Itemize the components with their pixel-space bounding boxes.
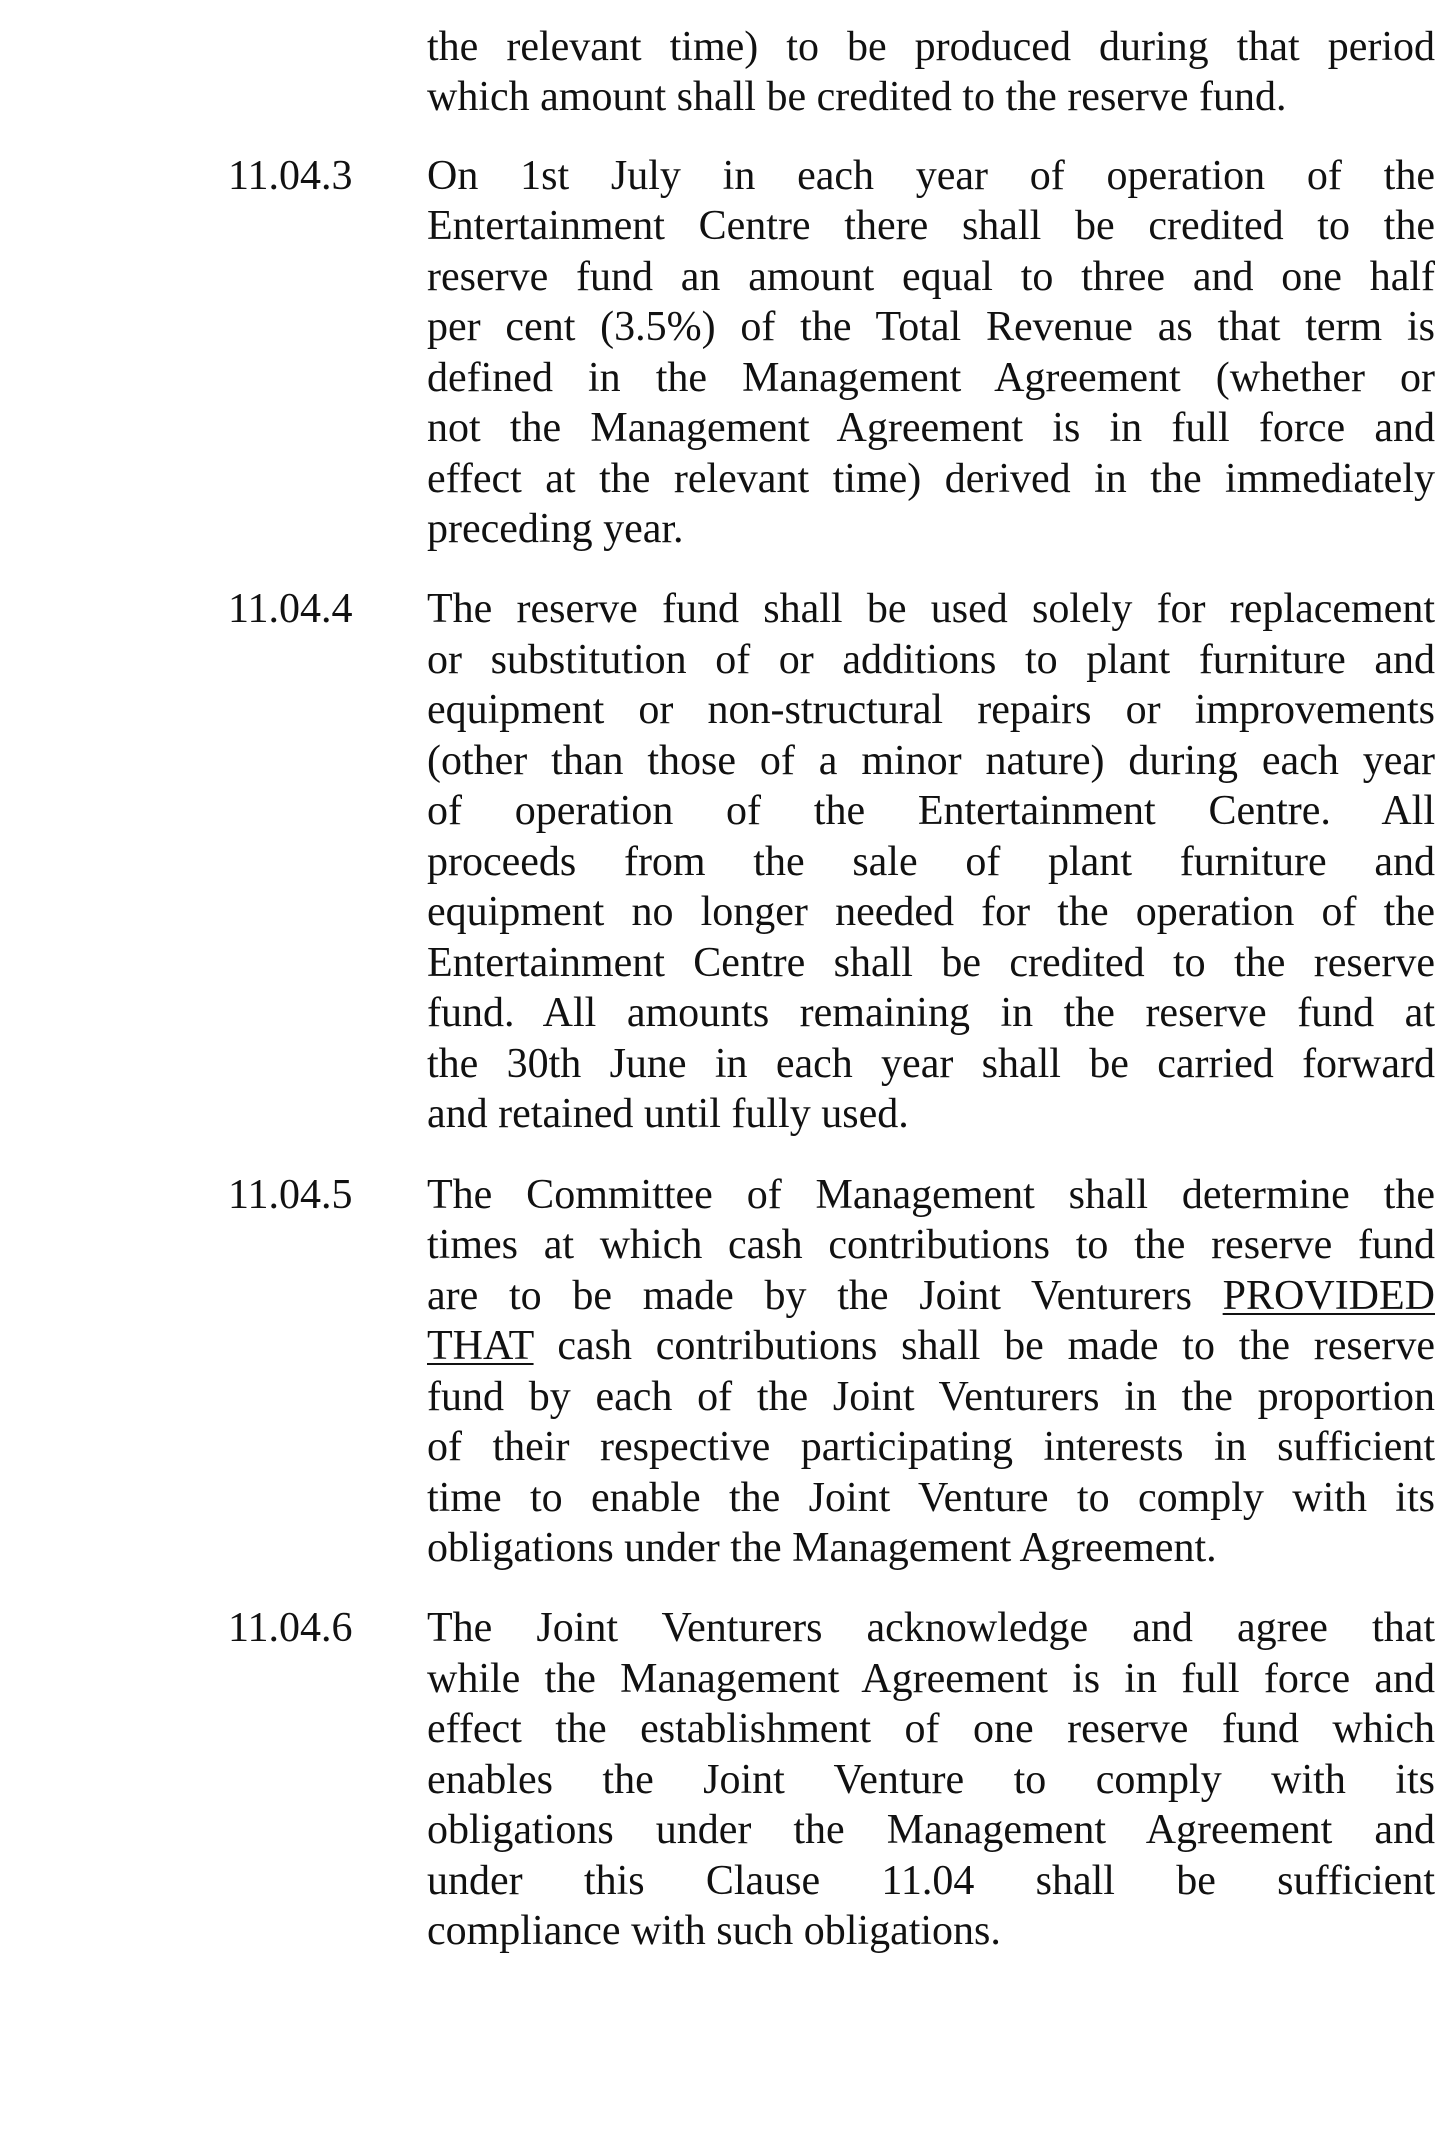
body-line: which amount shall be credited to the reserve fund. <box>427 74 1287 120</box>
body-line: per cent (3.5%) of the Total Revenue as that term is <box>427 304 1435 350</box>
body-line: of operation of the Entertainment Centre. All <box>427 788 1435 834</box>
body-line: equipment no longer needed for the operation of the <box>427 889 1435 935</box>
body-line: time to enable the Joint Venture to comply with its <box>427 1475 1435 1521</box>
body-line: the relevant time) to be produced during that period <box>427 24 1435 70</box>
body-line: On 1st July in each year of operation of the <box>427 153 1435 199</box>
body-line: obligations under the Management Agreement and <box>427 1807 1435 1853</box>
body-line: preceding year. <box>427 506 684 552</box>
body-line: the 30th June in each year shall be carried forward <box>427 1041 1435 1087</box>
body-line: and retained until fully used. <box>427 1091 909 1137</box>
body-line: defined in the Management Agreement (whether or <box>427 355 1435 401</box>
body-line: times at which cash contributions to the reserve fund <box>427 1222 1435 1268</box>
body-text: are to be made by the Joint Venturers <box>427 1273 1223 1319</box>
body-line: The Committee of Management shall determine the <box>427 1172 1435 1218</box>
body-text: cash contributions shall be made to the reserve <box>533 1323 1435 1369</box>
body-line: effect at the relevant time) derived in the immediately <box>427 456 1435 502</box>
body-line: enables the Joint Venture to comply with its <box>427 1757 1435 1803</box>
clause-number: 11.04.3 <box>228 153 353 199</box>
body-line: while the Management Agreement is in full force and <box>427 1656 1435 1702</box>
underlined-proviso: PROVIDED <box>1222 1273 1435 1319</box>
clause-number: 11.04.4 <box>228 586 353 632</box>
clause-number: 11.04.6 <box>228 1605 353 1651</box>
body-line: fund. All amounts remaining in the reserve fund at <box>427 990 1435 1036</box>
body-line: The reserve fund shall be used solely for replacement <box>427 586 1435 632</box>
body-line: equipment or non-structural repairs or improvements <box>427 687 1435 733</box>
body-line: compliance with such obligations. <box>427 1908 1001 1954</box>
body-line: proceeds from the sale of plant furniture and <box>427 839 1435 885</box>
body-line: reserve fund an amount equal to three and one half <box>427 254 1435 300</box>
body-line: of their respective participating interests in sufficient <box>427 1424 1435 1470</box>
body-line: or substitution of or additions to plant furniture and <box>427 637 1435 683</box>
body-line: effect the establishment of one reserve fund which <box>427 1706 1435 1752</box>
body-line: fund by each of the Joint Venturers in the proportion <box>427 1374 1435 1420</box>
body-line: Entertainment Centre shall be credited to the reserve <box>427 940 1435 986</box>
body-line: not the Management Agreement is in full force and <box>427 405 1435 451</box>
body-line <box>427 1321 1435 1372</box>
clause-number: 11.04.5 <box>228 1172 353 1218</box>
body-line: obligations under the Management Agreement. <box>427 1525 1217 1571</box>
body-line: (other than those of a minor nature) during each year <box>427 738 1435 784</box>
body-line: The Joint Venturers acknowledge and agree that <box>427 1605 1435 1651</box>
body-line: Entertainment Centre there shall be credited to the <box>427 203 1435 249</box>
underlined-proviso: THAT <box>427 1323 534 1369</box>
body-line <box>427 1271 1435 1322</box>
body-line: under this Clause 11.04 shall be sufficient <box>427 1858 1435 1904</box>
